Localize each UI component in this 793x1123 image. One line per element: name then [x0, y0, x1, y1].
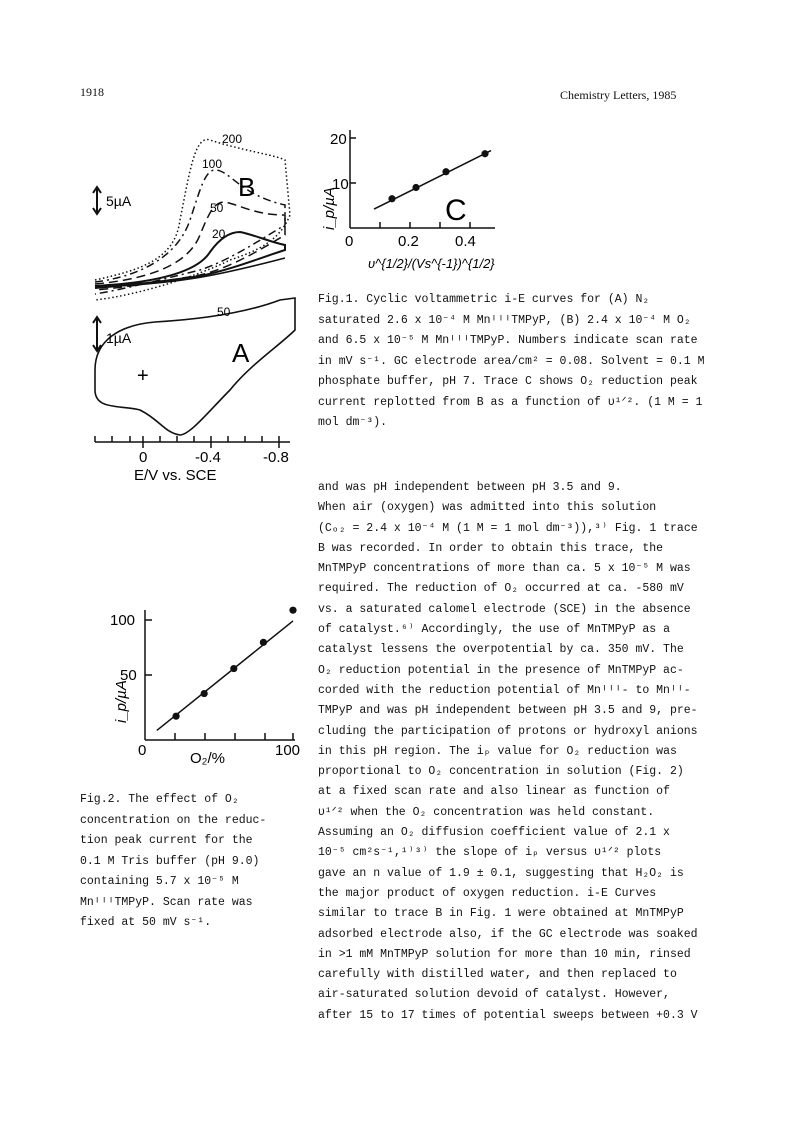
- page-number: 1918: [80, 85, 104, 99]
- curve-label-100: 100: [202, 157, 223, 171]
- inset-c-label: C: [445, 194, 467, 227]
- fig2-ylabel: i_p/µA: [113, 680, 130, 723]
- inset-c-data-point: [388, 195, 395, 202]
- curve-a-50: [95, 298, 295, 435]
- panel-label-a: A: [232, 338, 250, 368]
- curve-label-50: 50: [210, 201, 224, 215]
- inset-c-ytick-20: 20: [330, 131, 347, 148]
- journal-header: Chemistry Letters, 1985: [560, 88, 677, 102]
- x-tick-04: -0.4: [195, 449, 221, 466]
- curve-label-a-50: 50: [217, 305, 231, 319]
- figure1-caption: Fig.1. Cyclic voltammetric i-E curves for (A) N₂ saturated 2.6 x 10⁻⁴ M MnᴵᴵᴵTMPyP, (B) 2.4 x 10⁻⁴ M O₂ and 6.5 x 10⁻⁵ M MnᴵᴵᴵTMPyP. Numbers indicate scan rate in mV s⁻¹. GC electrode area/cm² = 0.08. Solvent = 0.1 M phosphate buffer, pH 7. Trace C shows O₂ reduction peak current replotted from B as a function of υ¹ᐟ². (1 M = 1 mol dm⁻³).: [318, 293, 705, 429]
- fig2-data-point: [230, 665, 237, 672]
- panel-label-b: B: [238, 172, 256, 202]
- figure1-voltammograms: [80, 110, 310, 490]
- x-tick-0: 0: [139, 449, 148, 466]
- inset-c-xtick-02: 0.2: [398, 233, 419, 250]
- fig2-xtick-100: 100: [275, 742, 301, 759]
- curve-b-100: [95, 170, 285, 294]
- fig2-data-point: [201, 690, 208, 697]
- inset-c-xtick-0: 0: [345, 233, 354, 250]
- scale-bar-1ua: [93, 317, 101, 351]
- inset-c-data-point: [481, 150, 488, 157]
- fig2-xtick-0: 0: [138, 742, 147, 759]
- fig2-data-point: [289, 607, 296, 614]
- x-axis-label: E/V vs. SCE: [134, 467, 217, 484]
- inset-c-data-point: [412, 184, 419, 191]
- plus-sign: +: [137, 365, 149, 387]
- scale-1ua-label: 1µA: [106, 330, 132, 346]
- fig2-ytick-100: 100: [110, 612, 136, 629]
- fig2-xlabel: O₂/%: [190, 750, 225, 767]
- curve-label-20: 20: [212, 227, 226, 241]
- inset-c-xlabel: υ^{1/2}/(Vs^{-1})^{1/2}: [368, 256, 495, 271]
- figure2-chart: [80, 595, 310, 775]
- inset-c-data-point: [442, 168, 449, 175]
- curve-label-200: 200: [222, 132, 243, 146]
- scale-bar-5ua: [93, 187, 101, 214]
- curve-b-200: [95, 140, 290, 300]
- scale-5ua-label: 5µA: [106, 193, 132, 209]
- fig2-data-point: [260, 639, 267, 646]
- x-tick-08: -0.8: [263, 449, 289, 466]
- inset-c-ytick-10: 10: [332, 176, 349, 193]
- figure1-inset-c: [310, 120, 510, 280]
- body-text: and was pH independent between pH 3.5 and 9. When air (oxygen) was admitted into this solution (Cₒ₂ = 2.4 x 10⁻⁴ M (1 M = 1 mol dm⁻³)),³⁾ Fig. 1 trace B was recorded. In order to obtain this trace, the MnTMPyP concentrations of more than ca. 5 x 10⁻⁵ M was required. The reduction of O₂ occurred at ca. -580 mV vs. a saturated calomel electrode (SCE) in the absence of catalyst.⁶⁾ Accordingly, the use of MnTMPyP as a catalyst lessens the overpotential by ca. 350 mV. The O₂ reduction potential in the presence of MnTMPyP ac- corded with the reduction potential of Mnᴵᴵᴵ- to Mnᴵᴵ- TMPyP and was pH independent between pH 3.5 and 9, pre- cluding the participation of protons or hydroxyl anions in this pH region. The iₚ value for O₂ reduction was proportional to O₂ concentration in solution (Fig. 2) at a fixed scan rate and also linear as function of υ¹ᐟ² when the O₂ concentration was held constant. Assuming an O₂ diffusion coefficient value of 2.1 x 10⁻⁵ cm²s⁻¹,¹⁾³⁾ the slope of iₚ versus υ¹ᐟ² plots gave an n value of 1.9 ± 0.1, suggesting that H₂O₂ is the major product of oxygen reduction. i-E Curves similar to trace B in Fig. 1 were obtained at MnTMPyP adsorbed electrode also, if the GC electrode was soaked in >1 mM MnTMPyP solution for more than 10 min, rinsed carefully with distilled water, and then replaced to air-saturated solution devoid of catalyst. However, after 15 to 17 times of potential sweeps between +0.3 V: [318, 481, 698, 1022]
- inset-c-ylabel: i_p/µA: [321, 187, 338, 230]
- fig2-ytick-50: 50: [120, 667, 137, 684]
- inset-c-xtick-04: 0.4: [455, 233, 476, 250]
- fig2-data-point: [172, 713, 179, 720]
- figure2-caption: Fig.2. The effect of O₂ concentration on the reduc- tion peak current for the 0.1 M Tris buffer (pH 9.0) containing 5.7 x 10⁻⁵ M MnᴵᴵᴵTMPyP. Scan rate was fixed at 50 mV s⁻¹.: [80, 793, 267, 929]
